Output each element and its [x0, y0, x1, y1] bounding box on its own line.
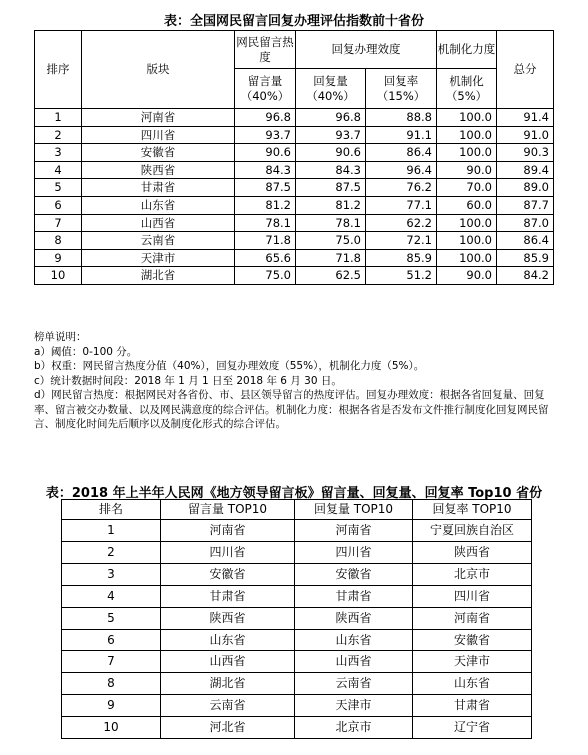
cell-province: 四川省: [82, 126, 235, 144]
note-line: b）权重：网民留言热度分值（40%），回复办理效度（55%），机制化力度（5%）。: [34, 360, 425, 372]
cell-mech: 70.0: [437, 179, 497, 197]
cell-rank: 5: [62, 607, 161, 629]
cell-province: 天津市: [82, 249, 235, 267]
sub-label: 留言量: [247, 73, 283, 88]
cell-province: 湖北省: [82, 267, 235, 285]
header-msg-count: [235, 69, 296, 109]
table-row: [62, 717, 532, 739]
cell-rank: 9: [62, 695, 161, 717]
cell-total: 91.4: [497, 109, 554, 127]
header-reply-count: [296, 69, 366, 109]
cell-msg: 84.3: [235, 161, 296, 179]
header-reply-top10: 回复量 TOP10: [295, 500, 413, 520]
cell-mech: 100.0: [437, 249, 497, 267]
table-row: [62, 541, 532, 563]
weight-label: （15%）: [376, 88, 426, 103]
cell-msg: 78.1: [235, 214, 296, 232]
header-rank: 排序: [35, 31, 82, 109]
cell-rate: 86.4: [366, 144, 437, 162]
cell-rank: 6: [35, 196, 82, 214]
cell-total: 91.0: [497, 126, 554, 144]
cell-reply-province: 四川省: [295, 541, 413, 563]
cell-reply-province: 安徽省: [295, 563, 413, 585]
header-rate-top10: 回复率 TOP10: [413, 500, 532, 520]
table-row: [35, 214, 554, 232]
cell-mech: 100.0: [437, 232, 497, 250]
cell-msg: 90.6: [235, 144, 296, 162]
cell-province: 云南省: [82, 232, 235, 250]
table-row: [62, 629, 532, 651]
cell-rate-province: 山东省: [413, 673, 532, 695]
cell-mech: 60.0: [437, 196, 497, 214]
cell-total: 86.4: [497, 232, 554, 250]
header-plate: 版块: [82, 31, 235, 109]
cell-reply-province: 河南省: [295, 520, 413, 542]
header-mech: 机制化力度: [437, 31, 497, 69]
cell-rank: 8: [62, 673, 161, 695]
cell-msg-province: 山东省: [161, 629, 295, 651]
cell-msg: 96.8: [235, 109, 296, 127]
cell-msg: 81.2: [235, 196, 296, 214]
cell-total: 89.4: [497, 161, 554, 179]
cell-rate-province: 辽宁省: [413, 717, 532, 739]
cell-msg-province: 四川省: [161, 541, 295, 563]
table-row: [35, 161, 554, 179]
cell-rate: 72.1: [366, 232, 437, 250]
cell-msg: 71.8: [235, 232, 296, 250]
cell-rank: 7: [35, 214, 82, 232]
cell-total: 90.3: [497, 144, 554, 162]
cell-rank: 3: [62, 563, 161, 585]
cell-reply-province: 山东省: [295, 629, 413, 651]
cell-total: 87.7: [497, 196, 554, 214]
cell-msg-province: 河北省: [161, 717, 295, 739]
cell-msg: 75.0: [235, 267, 296, 285]
cell-rank: 5: [35, 179, 82, 197]
cell-reply: 93.7: [296, 126, 366, 144]
header-total: 总分: [497, 31, 554, 109]
cell-rank: 9: [35, 249, 82, 267]
table-row: [35, 232, 554, 250]
cell-province: 甘肃省: [82, 179, 235, 197]
cell-mech: 100.0: [437, 126, 497, 144]
cell-rate-province: 甘肃省: [413, 695, 532, 717]
cell-reply: 62.5: [296, 267, 366, 285]
cell-rate-province: 北京市: [413, 563, 532, 585]
table1-title: 表：全国网民留言回复办理评估指数前十省份: [163, 14, 424, 29]
cell-rank: 4: [62, 585, 161, 607]
cell-mech: 100.0: [437, 144, 497, 162]
cell-reply-province: 北京市: [295, 717, 413, 739]
table-row: [62, 607, 532, 629]
sub-label: 机制化: [449, 73, 484, 88]
cell-province: 安徽省: [82, 144, 235, 162]
cell-rank: 1: [35, 109, 82, 127]
cell-rank: 8: [35, 232, 82, 250]
sub-label: 回复量: [313, 73, 348, 88]
cell-rate: 91.1: [366, 126, 437, 144]
cell-reply-province: 陕西省: [295, 607, 413, 629]
cell-rate: 96.4: [366, 161, 437, 179]
header-reply: 回复办理效度: [296, 31, 437, 69]
cell-rank: 10: [62, 717, 161, 739]
cell-reply: 96.8: [296, 109, 366, 127]
header-mech-sub: [437, 69, 497, 109]
weight-label: （40%）: [240, 88, 290, 103]
note-line: a）阈值：0-100 分。: [34, 345, 138, 358]
header-heat: 网民留言热度: [235, 31, 296, 69]
cell-reply: 81.2: [296, 196, 366, 214]
cell-rate-province: 陕西省: [413, 541, 532, 563]
cell-msg-province: 湖北省: [161, 673, 295, 695]
cell-province: 山东省: [82, 196, 235, 214]
cell-rate: 51.2: [366, 267, 437, 285]
cell-province: 河南省: [82, 109, 235, 127]
cell-reply: 78.1: [296, 214, 366, 232]
table-row: [35, 144, 554, 162]
cell-rate-province: 天津市: [413, 651, 532, 673]
cell-rate-province: 安徽省: [413, 629, 532, 651]
table-row: [35, 126, 554, 144]
cell-mech: 90.0: [437, 161, 497, 179]
cell-reply-province: 甘肃省: [295, 585, 413, 607]
cell-rate-province: 四川省: [413, 585, 532, 607]
ranking-notes: [34, 330, 554, 432]
weight-label: （5%）: [445, 88, 488, 103]
cell-reply: 90.6: [296, 144, 366, 162]
note-line: c）统计数据时间段：2018 年 1 月 1 日至 2018 年 6 月 30 日。: [34, 374, 342, 387]
cell-reply: 84.3: [296, 161, 366, 179]
cell-rate-province: 河南省: [413, 607, 532, 629]
cell-total: 87.0: [497, 214, 554, 232]
header-reply-rate: [366, 69, 437, 109]
cell-rate: 88.8: [366, 109, 437, 127]
table-row: [35, 109, 554, 127]
cell-reply-province: 山西省: [295, 651, 413, 673]
cell-reply-province: 云南省: [295, 673, 413, 695]
cell-rate: 85.9: [366, 249, 437, 267]
header-msg-top10: 留言量 TOP10: [161, 500, 295, 520]
table-row: [62, 695, 532, 717]
cell-rank: 2: [62, 541, 161, 563]
cell-total: 84.2: [497, 267, 554, 285]
weight-label: （40%）: [306, 88, 355, 103]
cell-mech: 90.0: [437, 267, 497, 285]
cell-mech: 100.0: [437, 109, 497, 127]
cell-province: 山西省: [82, 214, 235, 232]
cell-msg-province: 云南省: [161, 695, 295, 717]
table-row: [62, 520, 532, 542]
cell-reply-province: 天津市: [295, 695, 413, 717]
cell-rank: 1: [62, 520, 161, 542]
table2-title: 表：2018 年上半年人民网《地方领导留言板》留言量、回复量、回复率 Top10 省份: [45, 486, 543, 501]
table-row: [35, 179, 554, 197]
cell-msg-province: 甘肃省: [161, 585, 295, 607]
cell-total: 89.0: [497, 179, 554, 197]
cell-rank: 3: [35, 144, 82, 162]
cell-rate: 62.2: [366, 214, 437, 232]
table-row: [62, 651, 532, 673]
cell-rate-province: 宁夏回族自治区: [413, 520, 532, 542]
table-row: [35, 267, 554, 285]
cell-total: 85.9: [497, 249, 554, 267]
cell-rank: 2: [35, 126, 82, 144]
cell-msg: 93.7: [235, 126, 296, 144]
cell-rate: 76.2: [366, 179, 437, 197]
cell-province: 陕西省: [82, 161, 235, 179]
table-row: [35, 196, 554, 214]
cell-rank: 4: [35, 161, 82, 179]
top10-table: [61, 499, 532, 739]
cell-msg-province: 山西省: [161, 651, 295, 673]
cell-msg-province: 河南省: [161, 520, 295, 542]
table-row: [62, 585, 532, 607]
cell-reply: 87.5: [296, 179, 366, 197]
cell-reply: 75.0: [296, 232, 366, 250]
cell-reply: 71.8: [296, 249, 366, 267]
cell-rank: 10: [35, 267, 82, 285]
table-row: [35, 249, 554, 267]
cell-msg-province: 安徽省: [161, 563, 295, 585]
sub-label: 回复率: [383, 73, 419, 88]
cell-rate: 77.1: [366, 196, 437, 214]
ranking-table: [34, 30, 554, 285]
table-row: [62, 673, 532, 695]
cell-msg: 65.6: [235, 249, 296, 267]
cell-msg-province: 陕西省: [161, 607, 295, 629]
cell-mech: 100.0: [437, 214, 497, 232]
cell-rank: 7: [62, 651, 161, 673]
table-row: [62, 563, 532, 585]
cell-msg: 87.5: [235, 179, 296, 197]
header-rank: 排名: [62, 500, 161, 520]
notes-heading: 榜单说明：: [34, 331, 87, 343]
note-line: d）网民留言热度：根据网民对各省份、市、县区领导留言的热度评估。回复办理效度：根据各省回复量、回复率、留言被交办数量、以及网民满意度的综合评估。机制化力度：根据各省是否发布文件推行制度化回复网民留言、制度化时间先后顺序以及制度化形式的综合评估。: [34, 389, 549, 430]
cell-rank: 6: [62, 629, 161, 651]
